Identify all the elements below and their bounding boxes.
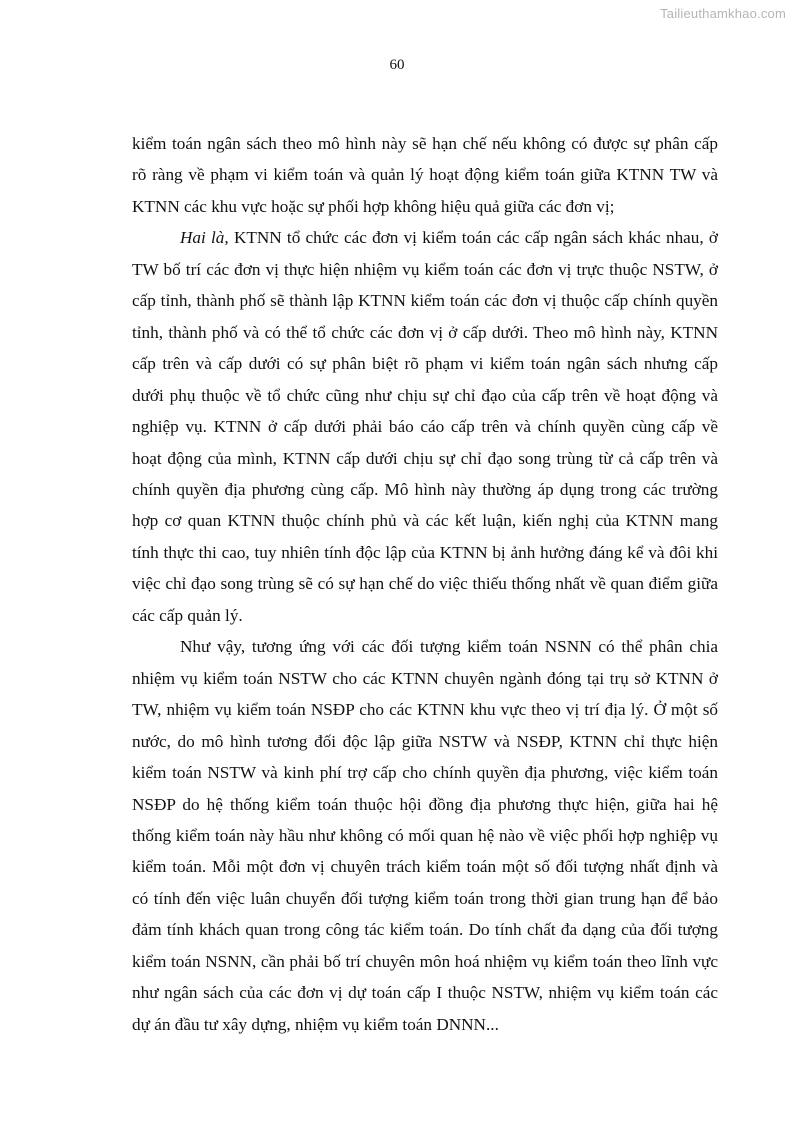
text-line: tính thực thi cao, tuy nhiên tính độc lập của KTNN bị ảnh hưởng đáng kể và đôi khi bbox=[132, 542, 718, 562]
text-line: nhiệm vụ kiểm toán NSTW cho các KTNN chuyên ngành đóng tại trụ sở KTNN ở bbox=[132, 668, 718, 688]
document-body bbox=[132, 128, 718, 1040]
text-line: KTNN các khu vực hoặc sự phối hợp không hiệu quả giữa các đơn vị; bbox=[132, 196, 615, 216]
text-line: nghiệp vụ. KTNN ở cấp dưới phải báo cáo cấp trên và chính quyền cùng cấp về bbox=[132, 417, 718, 437]
page-number: 60 bbox=[389, 57, 405, 73]
text-line: TW bố trí các đơn vị thực hiện nhiệm vụ kiểm toán các đơn vị trực thuộc NSTW, ở bbox=[132, 259, 718, 279]
text-line: hợp cơ quan KTNN thuộc chính phủ và các kết luận, kiến nghị của KTNN mang bbox=[132, 511, 718, 531]
watermark: Tailieuthamkhao.com bbox=[660, 6, 786, 21]
paragraph-1 bbox=[132, 128, 718, 222]
italic-lead: Hai là, bbox=[180, 228, 229, 248]
text-line: chính quyền địa phương cùng cấp. Mô hình này thường áp dụng trong các trường bbox=[132, 479, 718, 499]
text-line bbox=[132, 222, 718, 253]
text-line: thống kiểm toán này hầu như không có mối quan hệ nào về việc phối hợp nghiệp vụ bbox=[132, 825, 718, 845]
text-line: đảm tính khách quan trong công tác kiểm toán. Do tính chất đa dạng của đối tượng bbox=[132, 920, 718, 940]
text-line: kiểm toán ngân sách theo mô hình này sẽ hạn chế nếu không có được sự phân cấp bbox=[132, 134, 718, 153]
paragraph-2 bbox=[132, 222, 718, 631]
text-line: tỉnh, thành phố và có thể tổ chức các đơn vị ở cấp dưới. Theo mô hình này, KTNN bbox=[132, 322, 718, 342]
paragraph-3 bbox=[132, 631, 718, 1040]
text-line: kiểm toán. Mỗi một đơn vị chuyên trách kiểm toán một số đối tượng nhất định và bbox=[132, 857, 718, 877]
text-line: cấp tỉnh, thành phố sẽ thành lập KTNN kiểm toán các đơn vị thuộc cấp chính quyền bbox=[132, 291, 718, 311]
text-line: rõ ràng về phạm vi kiểm toán và quản lý hoạt động kiểm toán giữa KTNN TW và bbox=[132, 165, 718, 185]
text-line: NSĐP do hệ thống kiểm toán thuộc hội đồng địa phương thực hiện, giữa hai hệ bbox=[132, 794, 718, 814]
text-line: dự án đầu tư xây dựng, nhiệm vụ kiểm toán DNNN... bbox=[132, 1014, 499, 1034]
text-line: như ngân sách của các đơn vị dự toán cấp I thuộc NSTW, nhiệm vụ kiểm toán các bbox=[132, 983, 718, 1003]
text-line: Như vậy, tương ứng với các đối tượng kiểm toán NSNN có thể phân chia bbox=[180, 637, 718, 657]
text-line: dưới phụ thuộc về tổ chức cũng như chịu sự chỉ đạo của cấp trên về hoạt động và bbox=[132, 385, 718, 405]
text-line: kiểm toán NSNN, cần phải bố trí chuyên môn hoá nhiệm vụ kiểm toán theo lĩnh vực bbox=[132, 951, 718, 971]
text-line: kiểm toán NSTW và kinh phí trợ cấp cho chính quyền địa phương, việc kiểm toán bbox=[132, 763, 718, 783]
text-fragment: KTNN tổ chức các đơn vị kiểm toán các cấp ngân sách khác nhau, ở bbox=[228, 228, 719, 248]
text-line: nước, do mô hình tương đối độc lập giữa NSTW và NSĐP, KTNN chỉ thực hiện bbox=[132, 731, 718, 751]
text-line: có tính đến việc luân chuyển đối tượng kiểm toán trong thời gian trung hạn để bảo bbox=[132, 888, 718, 908]
text-line: TW, nhiệm vụ kiểm toán NSĐP cho các KTNN khu vực theo vị trí địa lý. Ở một số bbox=[132, 700, 718, 720]
text-line: cấp trên và cấp dưới có sự phân biệt rõ phạm vi kiểm toán ngân sách nhưng cấp bbox=[132, 354, 718, 374]
text-line: việc chỉ đạo song trùng sẽ có sự hạn chế do việc thiếu thống nhất về quan điểm giữa bbox=[132, 574, 718, 594]
text-line: các cấp quản lý. bbox=[132, 605, 243, 625]
text-line: hoạt động của mình, KTNN cấp dưới chịu sự chỉ đạo song trùng từ cả cấp trên và bbox=[132, 448, 718, 468]
